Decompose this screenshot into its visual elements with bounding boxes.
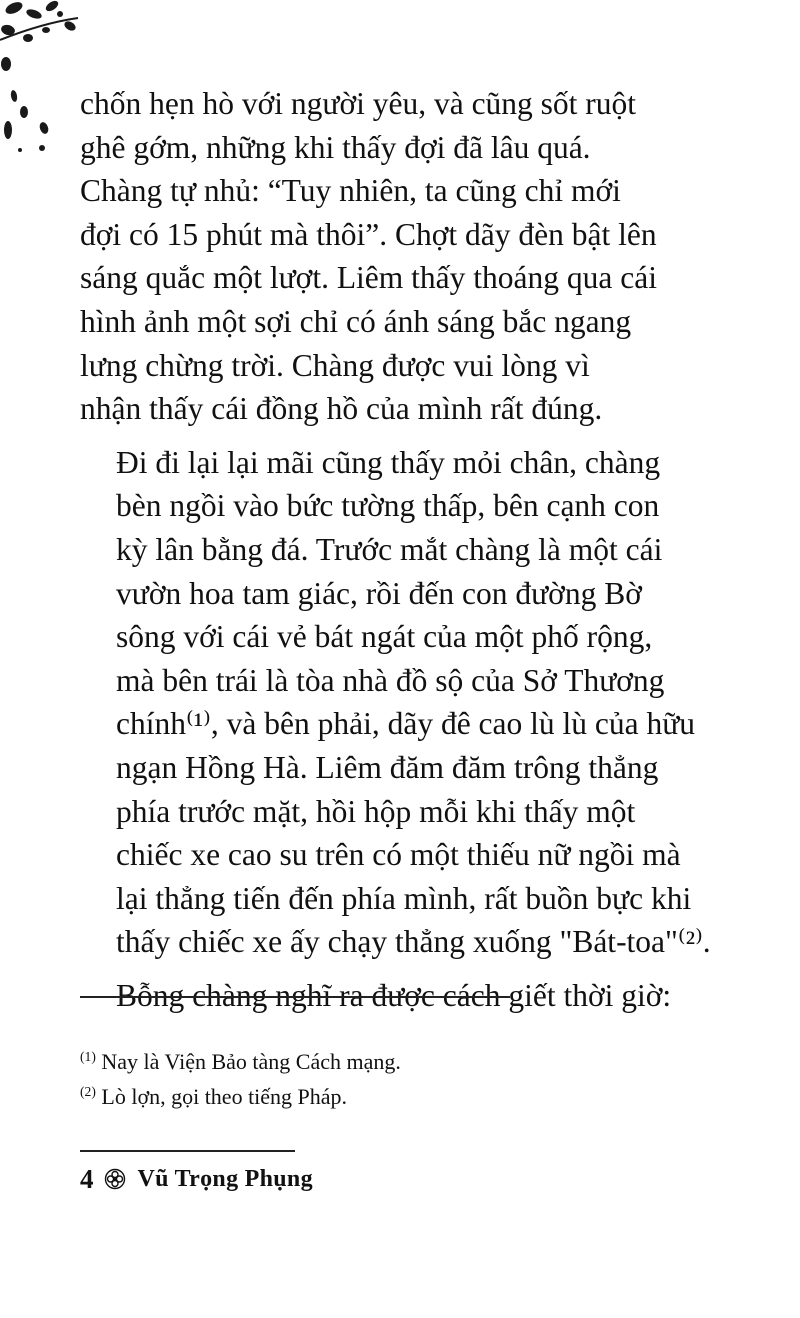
footnote-text: Nay là Viện Bảo tàng Cách mạng. <box>101 1049 401 1074</box>
text-line: nhận thấy cái đồng hồ của mình rất đúng. <box>80 391 603 427</box>
text-line: lưng chừng trời. Chàng được vui lòng vì <box>80 347 590 383</box>
body-text <box>80 82 722 1027</box>
text-line: ngạn Hồng Hà. Liêm đăm đăm trông thẳng <box>116 749 659 785</box>
text-line: bèn ngồi vào bức tường thấp, bên cạnh con <box>116 488 660 524</box>
text-line: mà bên trái là tòa nhà đồ sộ của Sở Thương <box>116 662 665 698</box>
page-footer <box>80 1163 313 1195</box>
text-line: đợi có 15 phút mà thôi”. Chợt dãy đèn bật lên <box>80 216 657 252</box>
footnote-1 <box>80 1044 720 1079</box>
page-number: 4 <box>80 1164 94 1194</box>
text-line: ghê gớm, những khi thấy đợi đã lâu quá. <box>80 129 591 165</box>
text-line: chiếc xe cao su trên có một thiếu nữ ngồi mà <box>116 837 681 873</box>
paragraph-1 <box>80 82 722 431</box>
text-line: sáng quắc một lượt. Liêm thấy thoáng qua cái <box>80 260 657 296</box>
footnote-text: Lò lợn, gọi theo tiếng Pháp. <box>101 1084 348 1109</box>
text-line: sông với cái vẻ bát ngát của một phố rộng, <box>116 619 653 655</box>
text-line: chính⁽¹⁾, và bên phải, dãy đê cao lù lù của hữu <box>116 706 696 742</box>
text-line: chốn hẹn hò với người yêu, và cũng sốt ruột <box>80 86 637 121</box>
text-line: hình ảnh một sợi chỉ có ánh sáng bắc ngang <box>80 303 632 339</box>
text-line: kỳ lân bằng đá. Trước mắt chàng là một cái <box>116 531 663 567</box>
text-line: lại thẳng tiến đến phía mình, rất buồn bực khi <box>116 880 692 916</box>
text-line: vườn hoa tam giác, rồi đến con đường Bờ <box>116 575 642 611</box>
footnote-marker: (2) <box>80 1083 96 1099</box>
text-line: thấy chiếc xe ấy chạy thẳng xuống "Bát-toa"⁽²⁾. <box>116 924 711 960</box>
text-line: Chàng tự nhủ: “Tuy nhiên, ta cũng chỉ mới <box>80 173 621 209</box>
footnote-marker: (1) <box>80 1048 96 1064</box>
footnote-divider <box>80 996 510 998</box>
footer-divider <box>80 1150 295 1152</box>
flower-icon <box>104 1168 126 1190</box>
author-name: Vũ Trọng Phụng <box>137 1166 313 1192</box>
footnotes <box>80 1044 720 1114</box>
text-line: Đi đi lại lại mãi cũng thấy mỏi chân, chàng <box>116 444 661 480</box>
text-line: phía trước mặt, hồi hộp mỗi khi thấy một <box>116 793 636 829</box>
footnote-2 <box>80 1079 720 1114</box>
text-line: Bỗng chàng nghĩ ra được cách giết thời giờ: <box>116 977 672 1013</box>
paragraph-2 <box>80 441 722 964</box>
